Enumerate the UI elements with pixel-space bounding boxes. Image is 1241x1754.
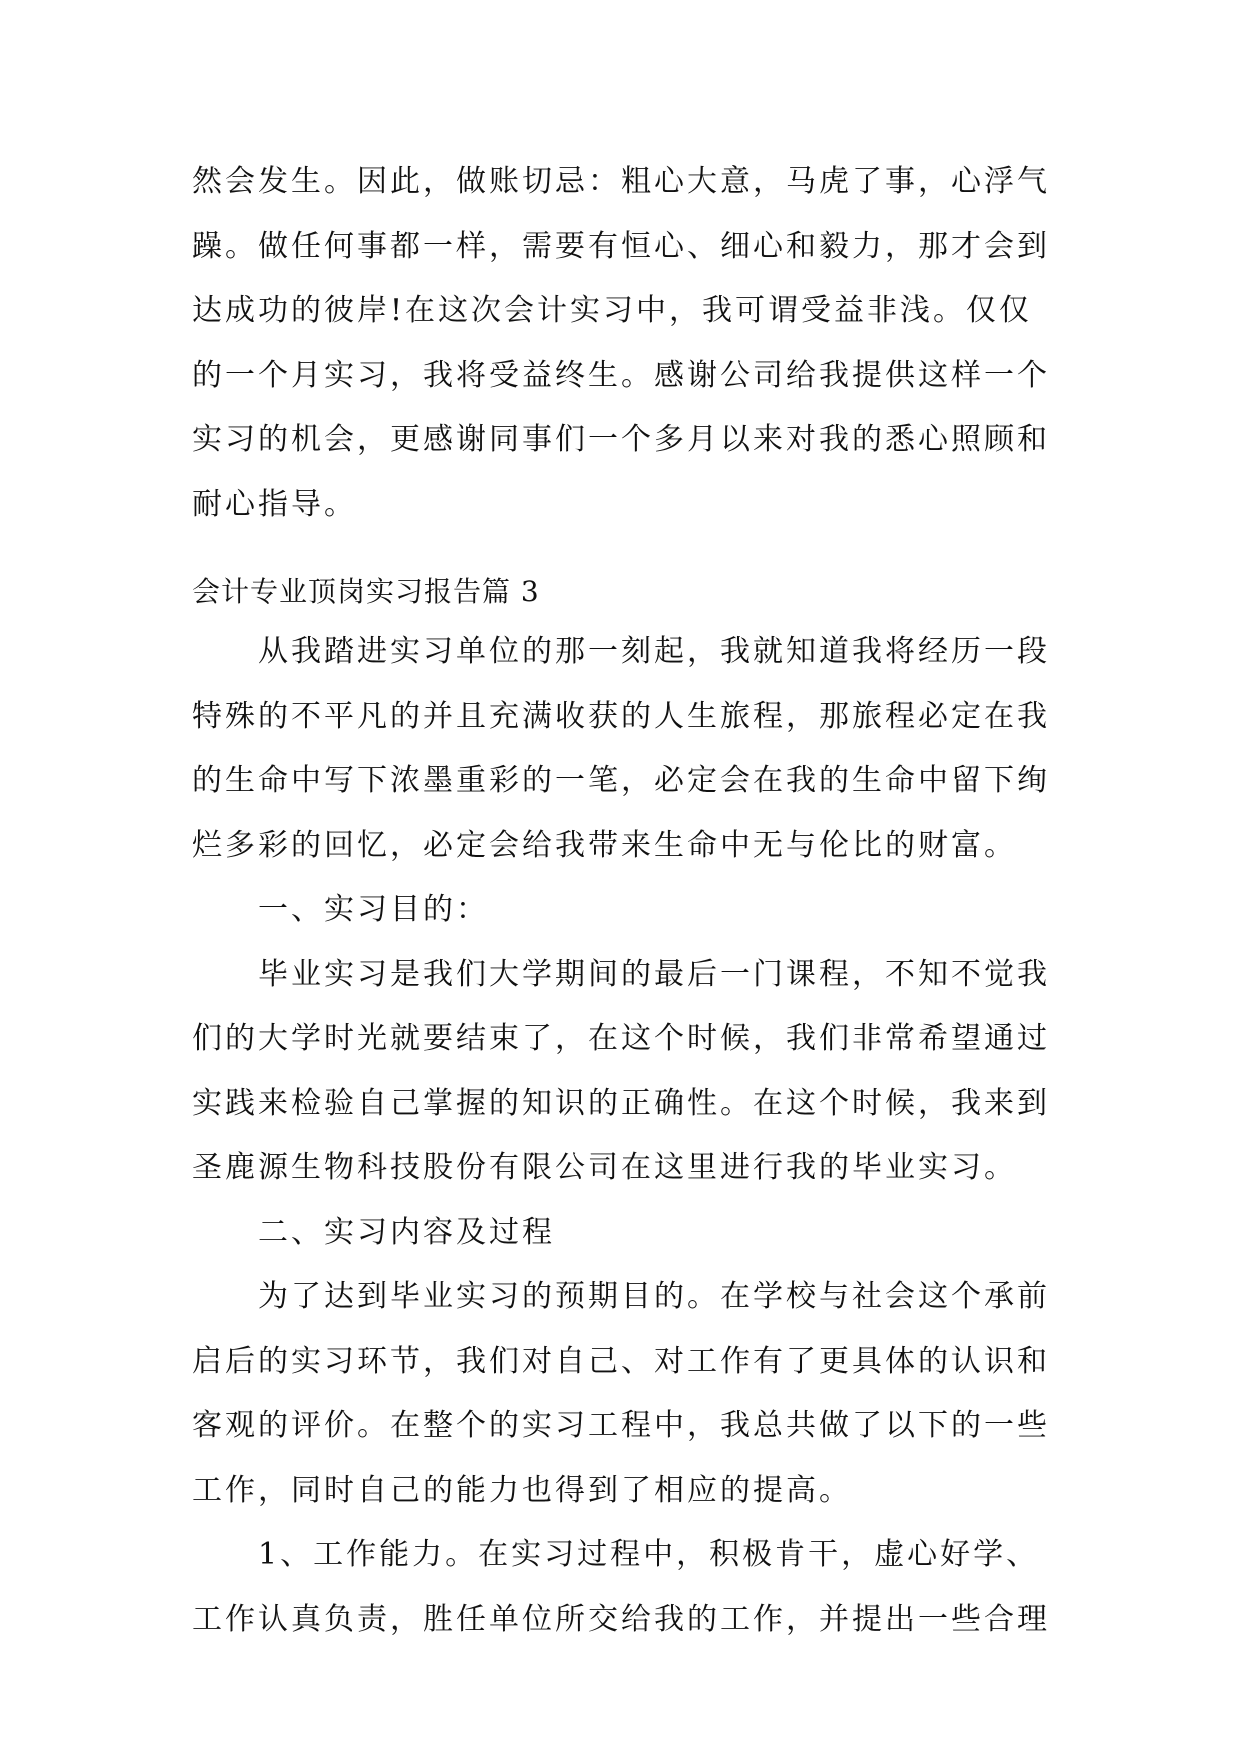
paragraph-opening [192,620,1072,878]
text-line: 二、实习内容及过程 [258,1214,555,1250]
text-line: 1、工作能力。在实习过程中，积极肯干，虚心好学、 [258,1537,1040,1572]
intro-paragraph [192,150,1072,537]
text-line: 实践来检验自己掌握的知识的正确性。在这个时候，我来到 [192,1085,1050,1121]
paragraph-content-process [192,1265,1072,1523]
text-line: 为了达到毕业实习的预期目的。在学校与社会这个承前 [258,1279,1050,1314]
text-line: 达成功的彼岸!在这次会计实习中，我可谓受益非浅。仅仅 [192,293,1033,328]
text-line: 的生命中写下浓墨重彩的一笔，必定会在我的生命中留下绚 [192,763,1050,798]
text-line: 一、实习目的： [258,892,489,927]
section-heading: 会计专业顶岗实习报告篇 3 [192,575,540,608]
text-line: 们的大学时光就要结束了，在这个时候，我们非常希望通过 [192,1021,1050,1056]
text-line: 启后的实习环节，我们对自己、对工作有了更具体的认识和 [192,1343,1050,1379]
text-line: 特殊的不平凡的并且充满收获的人生旅程，那旅程必定在我 [192,698,1050,734]
text-line: 烂多彩的回忆，必定会给我带来生命中无与伦比的财富。 [192,827,1017,863]
text-line: 躁。做任何事都一样，需要有恒心、细心和毅力，那才会到 [192,228,1050,264]
text-line: 的一个月实习，我将受益终生。感谢公司给我提供这样一个 [192,357,1050,393]
text-line: 耐心指导。 [192,486,357,522]
paragraph-work-ability [192,1523,1072,1652]
text-line: 实习的机会，更感谢同事们一个多月以来对我的悉心照顾和 [192,422,1050,457]
text-line: 客观的评价。在整个的实习工程中，我总共做了以下的一些 [192,1408,1050,1443]
document-body [192,150,1072,1652]
text-line: 工作，同时自己的能力也得到了相应的提高。 [192,1472,852,1508]
paragraph-purpose [192,943,1072,1201]
text-line: 圣鹿源生物科技股份有限公司在这里进行我的毕业实习。 [192,1150,1017,1185]
subheading-content-process [192,1201,1072,1266]
subheading-purpose [192,878,1072,943]
text-line: 从我踏进实习单位的那一刻起，我就知道我将经历一段 [258,634,1050,669]
text-line: 毕业实习是我们大学期间的最后一门课程，不知不觉我 [258,956,1050,992]
text-line: 工作认真负责，胜任单位所交给我的工作，并提出一些合理 [192,1601,1050,1637]
text-line: 然会发生。因此，做账切忌：粗心大意，马虎了事，心浮气 [192,164,1050,199]
